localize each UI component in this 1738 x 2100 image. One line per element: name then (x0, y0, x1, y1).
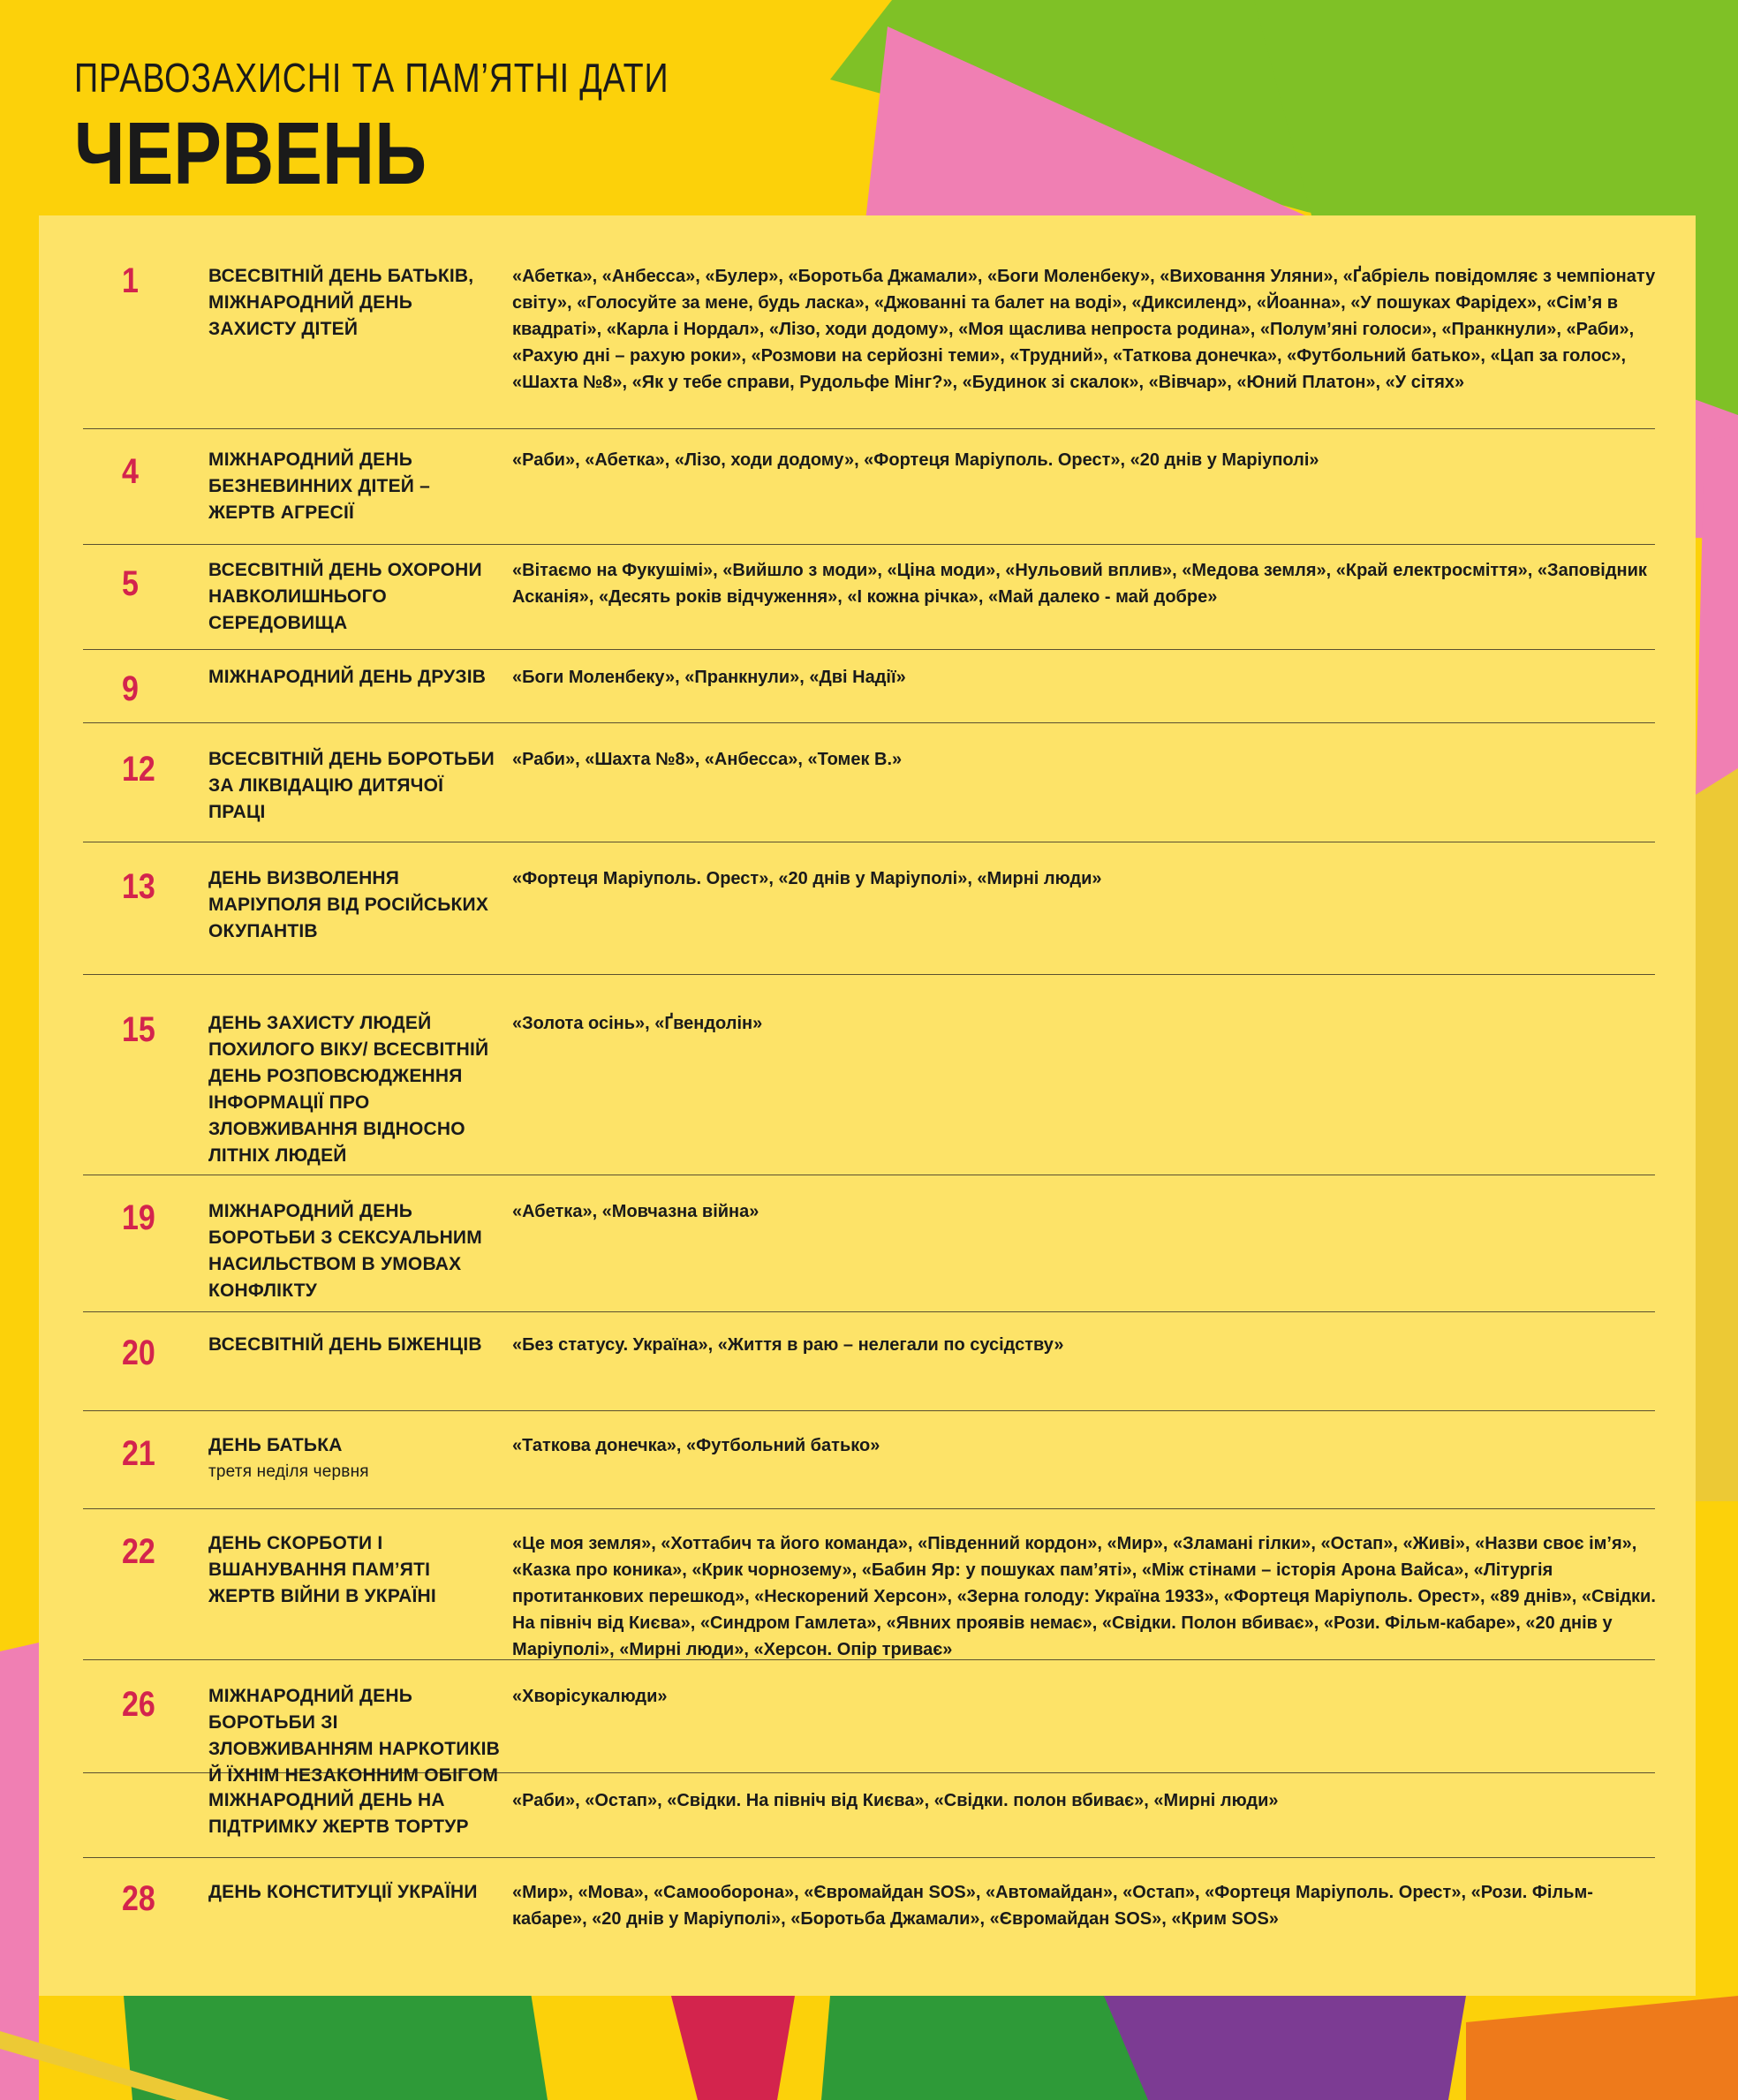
date-row-20 (83, 1312, 1655, 1411)
film-list: «Раби», «Остап», «Свідки. На північ від Києва», «Свідки. полон вбиває», «Мирні люди» (512, 1791, 1279, 1810)
film-list: «Таткова донечка», «Футбольний батько» (512, 1436, 880, 1455)
date-row-5 (83, 545, 1655, 650)
film-list: «Золота осінь», «Ґвендолін» (512, 1014, 763, 1033)
film-list: «Фортеця Маріуполь. Орест», «20 днів у Маріуполі», «Мирні люди» (512, 869, 1102, 888)
event-sub-row (83, 1773, 1655, 1858)
day-number: 1 (122, 261, 139, 300)
date-row-12 (83, 723, 1655, 842)
event-name: МІЖНАРОДНИЙ ДЕНЬ БОРОТЬБИ ЗІ ЗЛОВЖИВАННЯМ НАРКОТИКІВ Й ЇХНІМ НЕЗАКОННИМ ОБІГОМ (208, 1686, 501, 1786)
date-row-26 (83, 1660, 1655, 1858)
date-row-15 (83, 975, 1655, 1175)
date-row-22 (83, 1509, 1655, 1660)
bg-shape-green-bottom (124, 1987, 548, 2100)
header (74, 53, 799, 203)
day-number: 5 (122, 564, 139, 603)
day-number: 21 (122, 1434, 155, 1473)
bg-shape-orange-bottom (1466, 1996, 1738, 2100)
event-name: МІЖНАРОДНИЙ ДЕНЬ НА ПІДТРИМКУ ЖЕРТВ ТОРТУР (208, 1790, 469, 1837)
film-list: «Раби», «Шахта №8», «Анбесса», «Томек В.» (512, 750, 903, 769)
date-row-19 (83, 1175, 1655, 1312)
event-name (208, 1432, 500, 1485)
bg-shape-stripe-right (1696, 768, 1738, 1501)
event-name: МІЖНАРОДНИЙ ДЕНЬ БЕЗНЕВИННИХ ДІТЕЙ – ЖЕРТВ АГРЕСІЇ (208, 449, 430, 523)
bg-shape-pink-bottom-left (0, 1643, 39, 2100)
day-number: 13 (122, 867, 155, 906)
day-number: 4 (122, 452, 139, 491)
event-name: ВСЕСВІТНІЙ ДЕНЬ БОРОТЬБИ ЗА ЛІКВІДАЦІЮ ДИТЯЧОЇ ПРАЦІ (208, 749, 495, 822)
event-name: ВСЕСВІТНІЙ ДЕНЬ БІЖЕНЦІВ (208, 1334, 482, 1355)
film-list: «Боги Моленбеку», «Пранкнули», «Дві Надії» (512, 668, 906, 687)
day-number: 28 (122, 1879, 155, 1918)
event-note: третя неділя червня (208, 1462, 369, 1481)
event-name: ВСЕСВІТНІЙ ДЕНЬ ОХОРОНИ НАВКОЛИШНЬОГО СЕРЕДОВИЩА (208, 560, 482, 633)
event-name: ДЕНЬ СКОРБОТИ І ВШАНУВАННЯ ПАМ’ЯТІ ЖЕРТВ ВІЙНИ В УКРАЇНІ (208, 1533, 436, 1606)
day-number: 19 (122, 1198, 155, 1237)
film-list: «Мир», «Мова», «Самооборона», «Євромайдан SOS», «Автомайдан», «Остап», «Фортеця Маріуполь. Орест», «Рози. Фільм-кабаре», «20 днів у Маріуполі», «Боротьба Джамали», «Євромайдан SOS», «Крим SOS» (512, 1883, 1593, 1929)
event-name: ДЕНЬ ЗАХИСТУ ЛЮДЕЙ ПОХИЛОГО ВІКУ/ ВСЕСВІТНІЙ ДЕНЬ РОЗПОВСЮДЖЕННЯ ІНФОРМАЦІЇ ПРО ЗЛОВЖИВАННЯ ВІДНОСНО ЛІТНІХ ЛЮДЕЙ (208, 1013, 489, 1166)
event-name: ДЕНЬ КОНСТИТУЦІЇ УКРАЇНИ (208, 1882, 478, 1902)
date-row-28 (83, 1858, 1655, 1973)
day-number: 20 (122, 1333, 155, 1372)
day-number: 12 (122, 750, 155, 789)
date-row-1 (83, 215, 1655, 429)
film-list: «Раби», «Абетка», «Лізо, ходи додому», «Фортеця Маріуполь. Орест», «20 днів у Маріуполі» (512, 450, 1319, 470)
event-name: ВСЕСВІТНІЙ ДЕНЬ БАТЬКІВ, МІЖНАРОДНИЙ ДЕНЬ ЗАХИСТУ ДІТЕЙ (208, 266, 474, 339)
page-title: ЧЕРВЕНЬ (74, 104, 427, 203)
day-number: 9 (122, 669, 139, 708)
date-row-21 (83, 1411, 1655, 1509)
day-number: 22 (122, 1532, 155, 1571)
calendar-panel (39, 215, 1696, 1996)
day-number: 26 (122, 1685, 155, 1724)
bg-shape-red-bottom (671, 1996, 795, 2100)
bg-shape-purple-bottom (1104, 1996, 1466, 2100)
film-list: «Вітаємо на Фукушімі», «Вийшло з моди», «Ціна моди», «Нульовий вплив», «Медова земля», «Край електросміття», «Заповідник Асканія», «Десять років відчуження», «І кожна річка», «Май далеко - май добре» (512, 561, 1647, 607)
event-name: ДЕНЬ ВИЗВОЛЕННЯ МАРІУПОЛЯ ВІД РОСІЙСЬКИХ ОКУПАНТІВ (208, 868, 489, 941)
film-list: «Абетка», «Анбесса», «Булер», «Боротьба Джамали», «Боги Моленбеку», «Виховання Уляни», «Ґабріель повідомляє з чемпіонату світу», «Голосуйте за мене, будь ласка», «Джованні та балет на воді», «Диксиленд», «Йоанна», «У пошуках Фарідех», «Сім’я в квадраті», «Карла і Нордал», «Лізо, ходи додому», «Моя щаслива непроста родина», «Полум’яні голоси», «Пранкнули», «Раби», «Рахую дні – рахую роки», «Розмови на серйозні теми», «Трудний», «Таткова донечка», «Футбольний батько», «Цап за голос», «Шахта №8», «Як у тебе справи, Рудольфе Мінг?», «Будинок зі скалок», «Вівчар», «Юний Платон», «У сітях» (512, 267, 1656, 392)
event-name: МІЖНАРОДНИЙ ДЕНЬ ДРУЗІВ (208, 667, 487, 687)
date-row-13 (83, 842, 1655, 975)
page-subtitle: ПРАВОЗАХИСНІ ТА ПАМ’ЯТНІ ДАТИ (74, 55, 669, 101)
film-list: «Абетка», «Мовчазна війна» (512, 1202, 759, 1221)
date-row-9 (83, 650, 1655, 723)
film-list: «Це моя земля», «Хоттабич та його команда», «Південний кордон», «Мир», «Зламані гілки», «Остап», «Живі», «Назви своє ім’я», «Казка про коника», «Крик чорнозему», «Бабин Яр: у пошуках пам’яті», «Між стінами – історія Арона Вайса», «Літургія протитанкових перешкод», «Нескорений Херсон», «Зерна голоду: Україна 1933», «Фортеця Маріуполь. Орест», «89 днів», «Свідки. На північ від Києва», «Синдром Гамлета», «Явних проявів немає», «Свідки. Полон вбиває», «Рози. Фільм-кабаре», «20 днів у Маріуполі», «Мирні люди», «Херсон. Опір триває» (512, 1534, 1656, 1659)
film-list: «Хворісукалюди» (512, 1687, 668, 1706)
day-number: 15 (122, 1010, 155, 1049)
event-name: МІЖНАРОДНИЙ ДЕНЬ БОРОТЬБИ З СЕКСУАЛЬНИМ НАСИЛЬСТВОМ В УМОВАХ КОНФЛІКТУ (208, 1201, 482, 1301)
event-sub-row (83, 1660, 1655, 1786)
event-name-text: ДЕНЬ БАТЬКА (208, 1435, 343, 1455)
date-row-4 (83, 429, 1655, 545)
film-list: «Без статусу. Україна», «Життя в раю – нелегали по сусідству» (512, 1335, 1064, 1355)
